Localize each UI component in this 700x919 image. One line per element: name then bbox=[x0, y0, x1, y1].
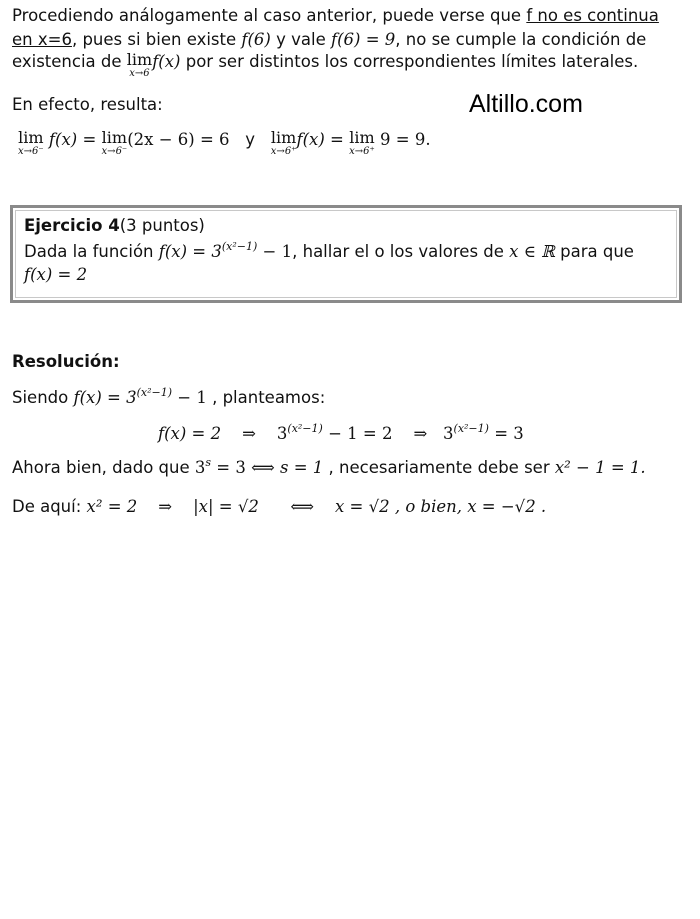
exercise-heading: Ejercicio 4 bbox=[24, 216, 120, 235]
limits-equation bbox=[18, 130, 431, 157]
math-exponent: s bbox=[205, 456, 212, 469]
intro-text: y vale bbox=[270, 30, 331, 49]
math-expression: − 1 bbox=[257, 242, 293, 261]
lim-label: lim bbox=[270, 128, 297, 147]
efecto-label: En efecto, resulta: bbox=[12, 95, 163, 114]
intro-text: , pues si bien existe bbox=[71, 30, 242, 49]
exercise-line-1 bbox=[24, 242, 634, 261]
math-expression: f(x) = 2 bbox=[158, 424, 222, 443]
lim-label: lim bbox=[18, 128, 44, 147]
resolution-heading: Resolución: bbox=[12, 352, 120, 371]
intro-line-1 bbox=[12, 6, 659, 25]
implies-arrow: ⇒ bbox=[158, 497, 173, 516]
math-expression: x = √2 , o bien, x = −√2 . bbox=[334, 497, 547, 516]
lim-subscript: x→6⁻ bbox=[18, 146, 44, 157]
limit-operator bbox=[18, 130, 44, 157]
implies-arrow: ⇒ bbox=[242, 424, 256, 443]
math-expression: 3 bbox=[194, 458, 206, 477]
math-expression: = 3 ⟺ bbox=[211, 458, 280, 477]
math-expression: f(x) = 2 bbox=[24, 265, 88, 284]
implies-arrow: ⇒ bbox=[413, 424, 428, 443]
conjunction: y bbox=[245, 130, 256, 149]
lim-subscript: x→6⁻ bbox=[101, 146, 128, 157]
math-exponent: (x²−1) bbox=[287, 422, 323, 435]
math-expression: − 1 bbox=[172, 388, 207, 407]
math-expression: f(x) bbox=[152, 52, 181, 71]
math-expression: 3 bbox=[443, 424, 454, 443]
intro-text: existencia de bbox=[12, 52, 127, 71]
resolution-text: Ahora bien, dado que bbox=[12, 458, 195, 477]
limit-operator bbox=[102, 130, 128, 157]
math-exponent: (x²−1) bbox=[221, 240, 258, 253]
underlined-text: f no es continua bbox=[526, 6, 659, 25]
resolution-ahora bbox=[12, 458, 646, 477]
math-expression: x² = 2 bbox=[86, 497, 138, 516]
lim-label: lim bbox=[349, 128, 375, 147]
limit-operator bbox=[271, 130, 297, 157]
math-expression: (2x − 6) = 6 bbox=[127, 130, 230, 149]
math-expression: f(6) bbox=[241, 30, 271, 49]
math-expression: |x| = √2 bbox=[193, 497, 259, 516]
math-exponent: (x²−1) bbox=[453, 422, 489, 435]
lim-subscript: x→6⁺ bbox=[349, 146, 375, 157]
math-exponent: (x²−1) bbox=[136, 386, 173, 399]
limit-operator bbox=[349, 130, 375, 157]
resolution-text: , planteamos: bbox=[206, 388, 326, 407]
math-expression: − 1 = 2 bbox=[322, 424, 393, 443]
lim-subscript: x→6 bbox=[129, 68, 150, 79]
exercise-line-2 bbox=[24, 265, 87, 284]
iff-arrow: ⟺ bbox=[290, 497, 314, 516]
resolution-text: , necesariamente debe ser bbox=[323, 458, 555, 477]
intro-line-2 bbox=[12, 30, 646, 49]
math-expression: s = 1 bbox=[280, 458, 324, 477]
exercise-title bbox=[24, 216, 205, 235]
math-expression: x² − 1 = 1. bbox=[554, 458, 646, 477]
equals-sign: = bbox=[330, 130, 344, 149]
resolution-deaqui bbox=[12, 497, 546, 516]
equals-sign: = bbox=[82, 130, 97, 149]
math-expression: f(x) bbox=[48, 130, 78, 149]
intro-text: por ser distintos los correspondientes límites laterales. bbox=[180, 52, 639, 71]
lim-subscript: x→6⁺ bbox=[270, 146, 297, 157]
exercise-text: , hallar el o los valores de bbox=[292, 242, 510, 261]
exercise-text: para que bbox=[554, 242, 634, 261]
intro-line-3 bbox=[12, 52, 638, 79]
exercise-points: (3 puntos) bbox=[119, 216, 205, 235]
resolution-text: Siendo bbox=[12, 388, 74, 407]
resolution-siendo bbox=[12, 388, 325, 407]
lim-label: lim bbox=[126, 50, 153, 69]
resolution-equation-chain bbox=[158, 424, 524, 443]
resolution-title bbox=[12, 352, 120, 371]
math-expression: = 3 bbox=[488, 424, 524, 443]
math-expression: x ∈ ℝ bbox=[509, 242, 555, 261]
math-expression: 3 bbox=[276, 424, 288, 443]
intro-text: , no se cumple la condición de bbox=[395, 30, 647, 49]
math-expression: f(x) = 3 bbox=[73, 388, 137, 407]
math-expression: f(x) = 3 bbox=[158, 242, 222, 261]
math-expression: f(x) bbox=[296, 130, 325, 149]
resolution-text: De aquí: bbox=[12, 497, 87, 516]
exercise-text: Dada la función bbox=[24, 242, 159, 261]
intro-text: Procediendo análogamente al caso anterior, puede verse que bbox=[12, 6, 527, 25]
underlined-text: en x=6 bbox=[12, 30, 72, 49]
math-expression: 9 = 9. bbox=[380, 130, 431, 149]
watermark: Altillo.com bbox=[469, 90, 583, 118]
lim-label: lim bbox=[101, 128, 128, 147]
math-expression: f(6) = 9 bbox=[331, 30, 396, 49]
limit-operator bbox=[127, 52, 152, 79]
